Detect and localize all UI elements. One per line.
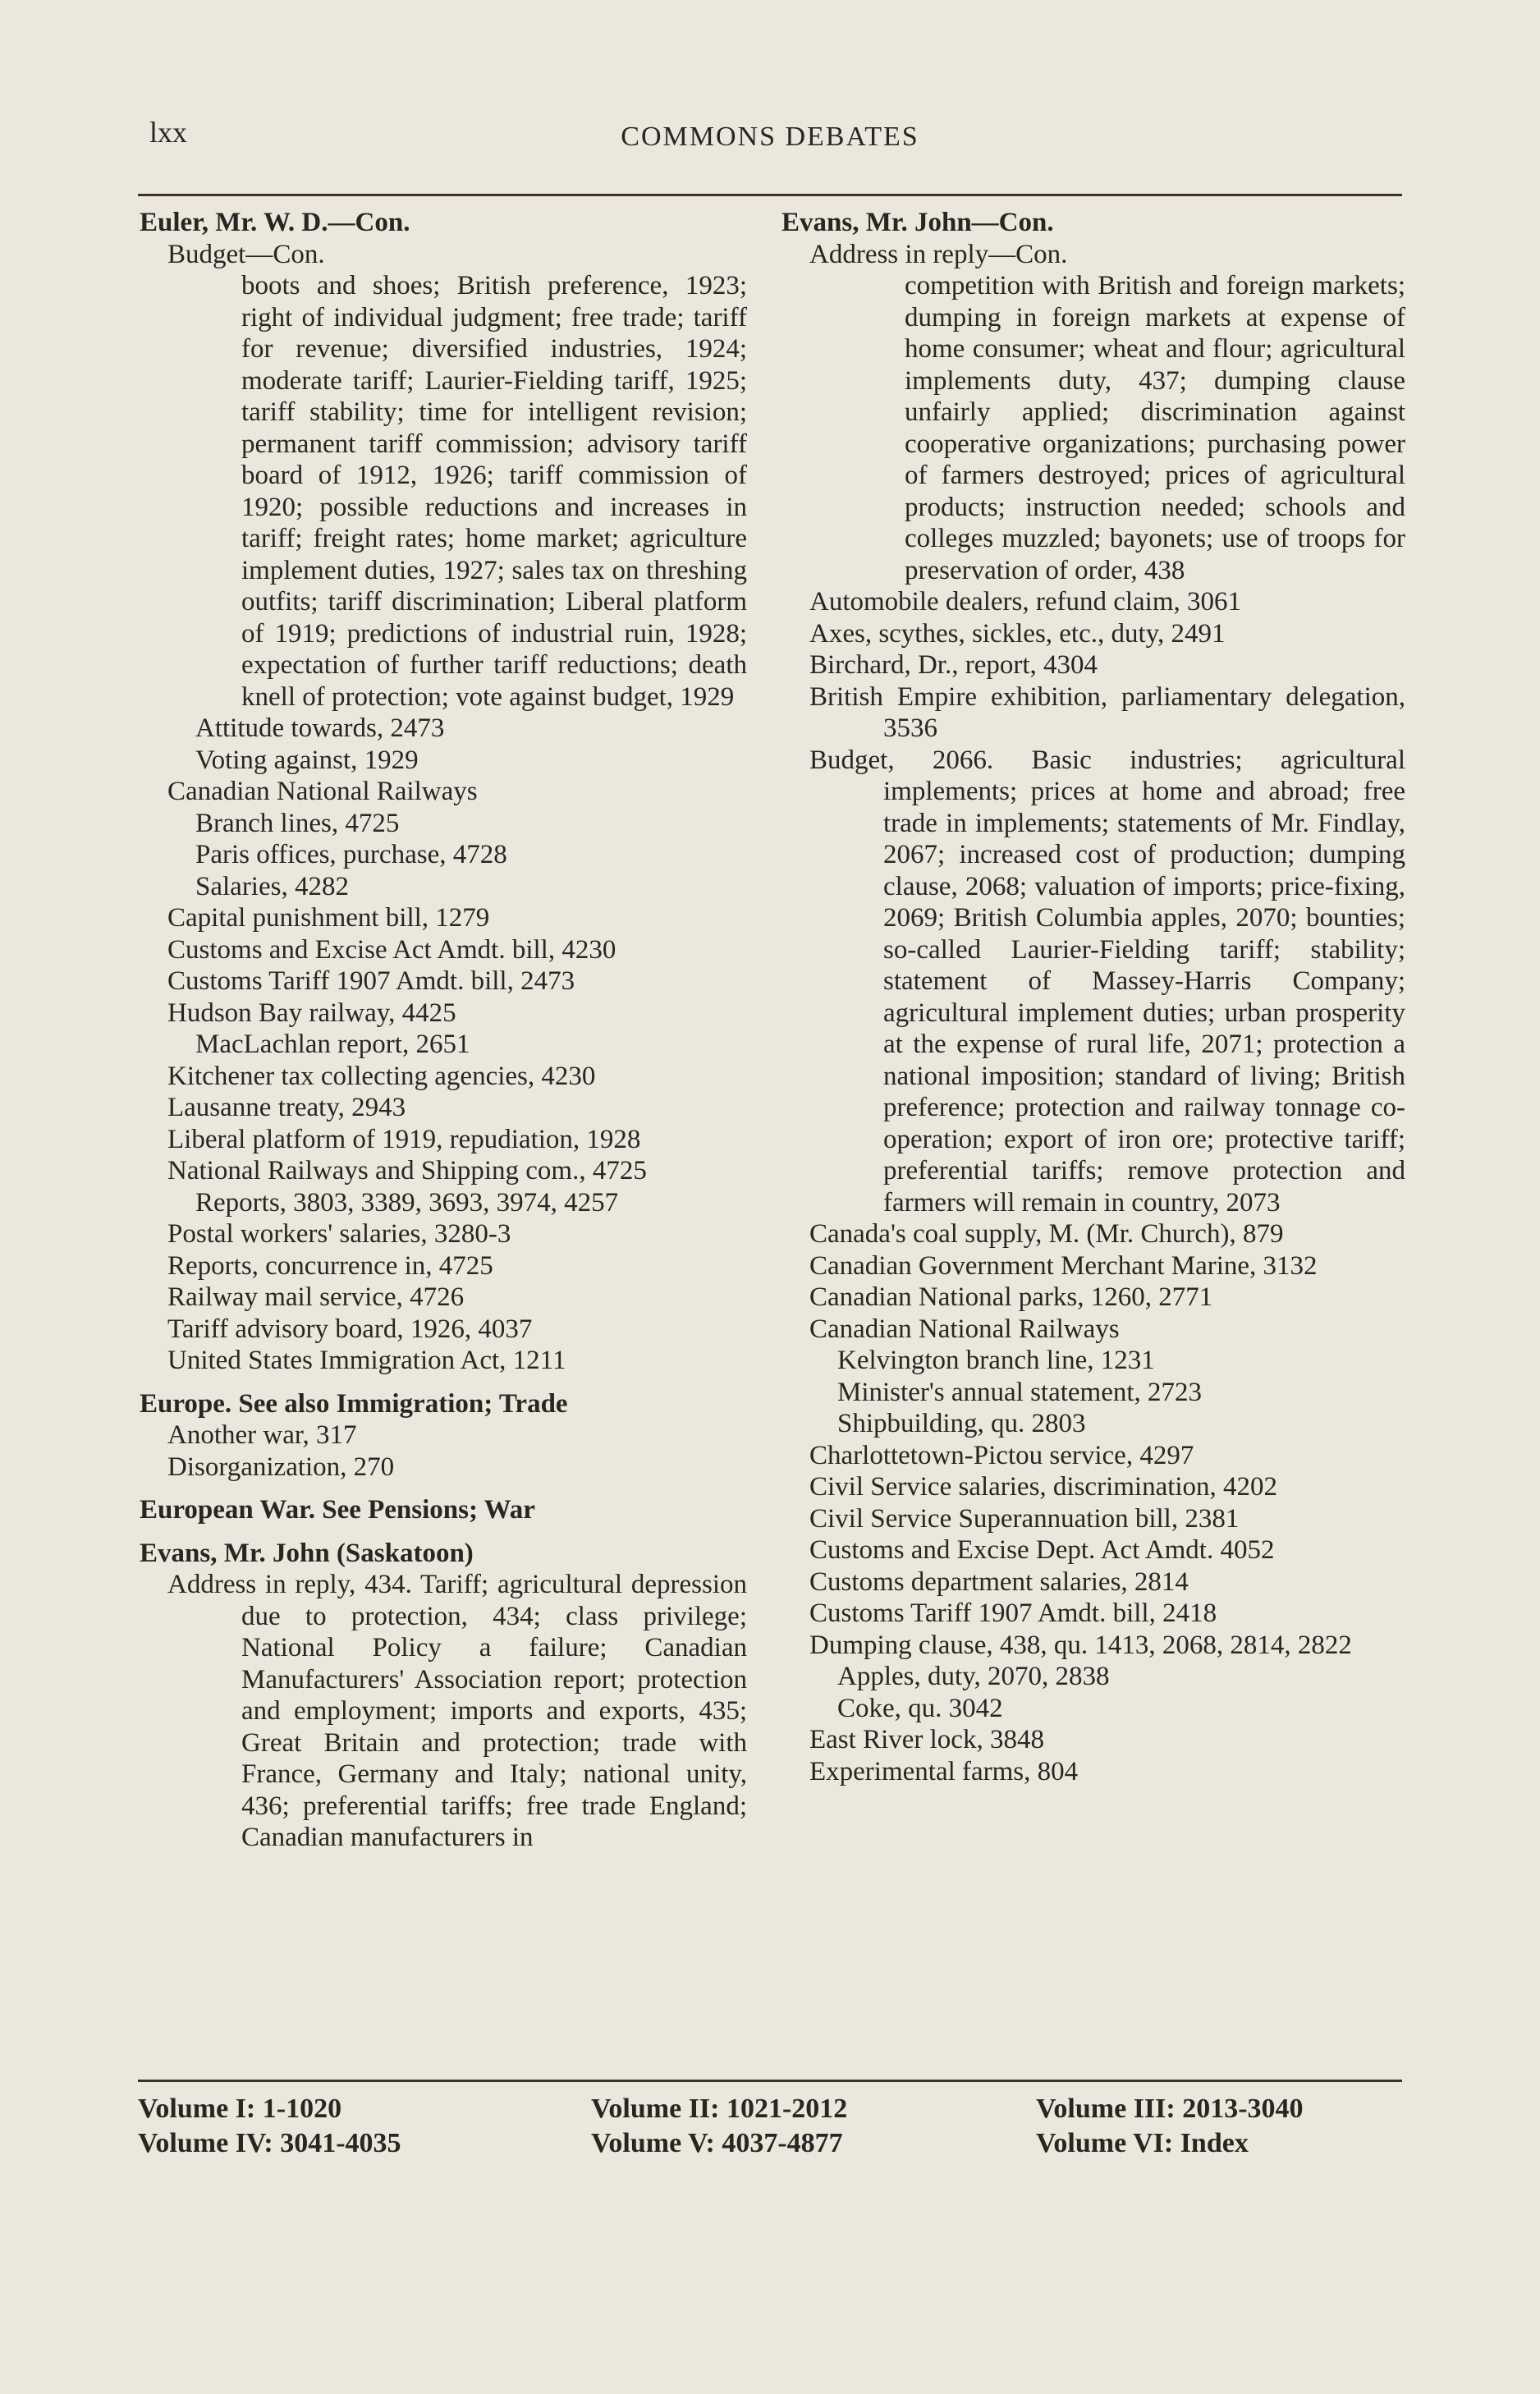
index-entry: Shipbuilding, qu. 2803 — [837, 1409, 1086, 1438]
index-entry: Budget, 2066. Basic industries; agricultural implements; prices at home and abroad; free trade in implements; statements of Mr. Findlay, 2067; increased cost of production; dumping clause, 2068; valuation of imports; price-fixing, 2069; British Columbia apples, 2070; bounties; so-called Laurier-Fielding tariff; stability; statement of Massey-Harris Company; agricultural implement duties; urban prosperity at the expense of rural life, 2071; protection a national imposition; standard of living; British preference; protection and railway tonnage co-operation; export of iron ore; protective tariff; preferential tariffs; remove protection and farmers will remain in country, 2073 — [809, 745, 1405, 1218]
index-entry: Customs department salaries, 2814 — [809, 1566, 1189, 1597]
index-heading: Evans, Mr. John (Saskatoon) — [140, 1538, 474, 1568]
index-entry: Automobile dealers, refund claim, 3061 — [809, 587, 1242, 617]
volume-4: Volume IV: 3041-4035 — [138, 2128, 401, 2158]
index-entry: Minister's annual statement, 2723 — [837, 1377, 1203, 1407]
volume-3: Volume III: 2013-3040 — [1036, 2094, 1304, 2124]
volume-1: Volume I: 1-1020 — [138, 2094, 342, 2124]
index-heading: Europe. See also Immigration; Trade — [140, 1388, 568, 1419]
footer-rule — [138, 2080, 1402, 2082]
index-entry: boots and shoes; British preference, 1923; right of individual judgment; free trade; tariff for revenue; diversified industries, 1924; moderate tariff; Laurier-Fielding tariff, 1925; tariff stability; time for intelligent revision; permanent tariff commission; advisory tariff board of 1912, 1926; tariff commission of 1920; possible reductions and increases in tariff; freight rates; home market; agriculture implement duties, 1927; sales tax on threshing outfits; tariff discrimination; Liberal platform of 1919; predictions of industrial ruin, 1928; expectation of further tariff reductions; death knell of protection; vote against budget, 1929 — [241, 271, 747, 712]
index-entry: Disorganization, 270 — [167, 1452, 395, 1482]
index-entry: Customs and Excise Dept. Act Amdt. 4052 — [809, 1535, 1275, 1565]
volume-ranges-2 — [591, 2092, 847, 2161]
index-entry: Railway mail service, 4726 — [167, 1282, 465, 1312]
index-entry: United States Immigration Act, 1211 — [167, 1346, 566, 1375]
index-heading: European War. See Pensions; War — [140, 1495, 535, 1525]
index-entry: Experimental farms, 804 — [809, 1756, 1079, 1786]
volume-ranges-3 — [1036, 2092, 1304, 2161]
index-entry: Another war, 317 — [167, 1420, 357, 1450]
index-entry: Lausanne treaty, 2943 — [167, 1093, 406, 1122]
index-entry: Kitchener tax collecting agencies, 4230 — [167, 1061, 596, 1091]
index-entry: Canadian National Railways — [167, 777, 478, 806]
page-title: COMMONS DEBATES — [621, 122, 919, 152]
index-entry: National Railways and Shipping com., 4725 — [167, 1156, 647, 1186]
index-entry: Address in reply—Con. — [809, 239, 1068, 269]
index-entry: Liberal platform of 1919, repudiation, 1928 — [167, 1124, 641, 1154]
index-entry: Civil Service Superannuation bill, 2381 — [809, 1503, 1240, 1534]
index-entry: MacLachlan report, 2651 — [195, 1030, 470, 1059]
page-number: lxx — [149, 116, 188, 149]
index-entry: Axes, scythes, sickles, etc., duty, 2491 — [809, 618, 1226, 649]
index-entry: Kelvington branch line, 1231 — [837, 1346, 1155, 1375]
index-entry: Paris offices, purchase, 4728 — [195, 840, 507, 869]
index-entry: Canadian National parks, 1260, 2771 — [809, 1282, 1213, 1312]
index-entry: Address in reply, 434. Tariff; agricultural depression due to protection, 434; class privilege; National Policy a failure; Canadian Manufacturers' Association report; protection and employment; imports and exports, 435; Great Britain and protection; trade with France, Germany and Italy; national unity, 436; preferential tariffs; free trade England; Canadian manufacturers in — [167, 1570, 747, 1852]
index-entry: East River lock, 3848 — [809, 1725, 1044, 1754]
index-entry: Reports, 3803, 3389, 3693, 3974, 4257 — [195, 1187, 619, 1218]
header-rule — [138, 194, 1402, 196]
index-entry: Customs and Excise Act Amdt. bill, 4230 — [167, 934, 616, 965]
index-heading: Euler, Mr. W. D.—Con. — [140, 208, 410, 237]
index-entry: Reports, concurrence in, 4725 — [167, 1250, 493, 1281]
index-entry: Branch lines, 4725 — [195, 808, 400, 838]
volume-5: Volume V: 4037-4877 — [591, 2128, 843, 2158]
index-entry: Coke, qu. 3042 — [837, 1693, 1003, 1723]
index-entry: Civil Service salaries, discrimination, 4202 — [809, 1472, 1278, 1502]
index-entry: competition with British and foreign markets; dumping in foreign markets at expense of home consumer; wheat and flour; agricultural implements duty, 437; dumping clause unfairly applied; discrimination against cooperative organizations; purchasing power of farmers destroyed; prices of agricultural products; instruction needed; schools and colleges muzzled; bayonets; use of troops for preservation of order, 438 — [905, 271, 1405, 585]
left-column — [140, 207, 747, 1854]
index-entry: Salaries, 4282 — [195, 871, 349, 901]
volume-ranges-1 — [138, 2092, 401, 2161]
index-entry: Charlottetown-Pictou service, 4297 — [809, 1440, 1194, 1470]
index-entry: Budget—Con. — [167, 239, 325, 269]
index-entry: Canada's coal supply, M. (Mr. Church), 879 — [809, 1219, 1284, 1249]
index-entry: Hudson Bay railway, 4425 — [167, 998, 456, 1028]
index-heading: Evans, Mr. John—Con. — [781, 208, 1054, 237]
volume-6: Volume VI: Index — [1036, 2128, 1249, 2158]
right-column — [781, 207, 1405, 1787]
index-entry: Postal workers' salaries, 3280-3 — [167, 1219, 511, 1249]
index-entry: Dumping clause, 438, qu. 1413, 2068, 2814, 2822 — [809, 1630, 1352, 1660]
index-entry: Birchard, Dr., report, 4304 — [809, 650, 1098, 680]
index-entry: Tariff advisory board, 1926, 4037 — [167, 1314, 533, 1344]
index-entry: Customs Tariff 1907 Amdt. bill, 2473 — [167, 966, 575, 996]
index-entry: Attitude towards, 2473 — [195, 713, 445, 743]
volume-2: Volume II: 1021-2012 — [591, 2094, 848, 2124]
index-entry: Canadian National Railways — [809, 1314, 1120, 1344]
index-entry: British Empire exhibition, parliamentary delegation, 3536 — [809, 681, 1405, 743]
index-entry: Voting against, 1929 — [195, 745, 419, 775]
index-entry: Canadian Government Merchant Marine, 3132 — [809, 1250, 1318, 1281]
index-entry: Customs Tariff 1907 Amdt. bill, 2418 — [809, 1598, 1217, 1628]
index-entry: Capital punishment bill, 1279 — [167, 903, 490, 933]
index-entry: Apples, duty, 2070, 2838 — [837, 1662, 1110, 1691]
